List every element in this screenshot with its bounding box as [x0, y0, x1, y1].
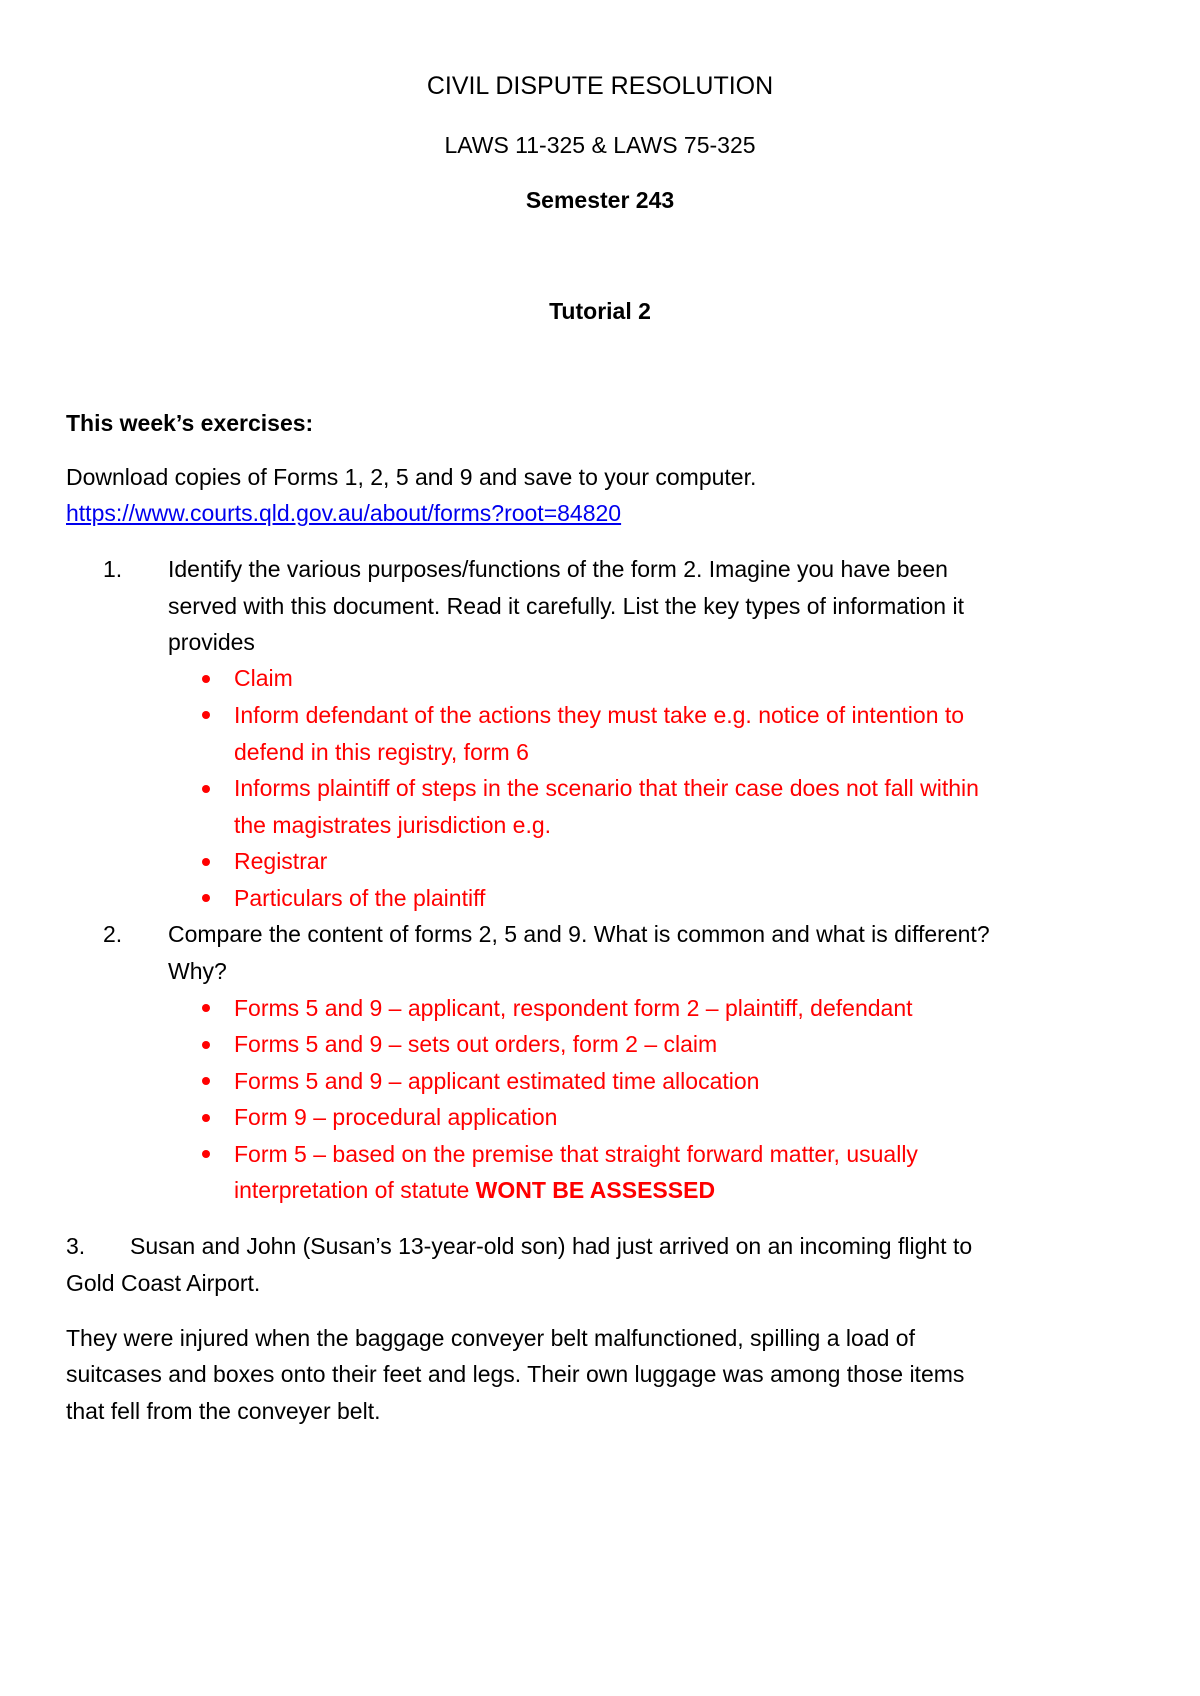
q2-answer: Forms 5 and 9 – sets out orders, form 2 – claim — [234, 1031, 718, 1057]
bullet-icon — [202, 1004, 210, 1012]
q1-line: served with this document. Read it carefully. List the key types of information it — [168, 593, 964, 619]
bullet-icon — [202, 858, 210, 866]
q2-answer-text: interpretation of statute — [234, 1177, 476, 1203]
q3-paragraph-line: that fell from the conveyer belt. — [66, 1398, 381, 1424]
exercises-heading: This week’s exercises: — [66, 410, 314, 436]
not-assessed-note: WONT BE ASSESSED — [475, 1177, 716, 1203]
forms-link[interactable]: https://www.courts.qld.gov.au/about/forms?root=84820 — [66, 500, 622, 526]
bullet-icon — [202, 1114, 210, 1122]
bullet-icon — [202, 675, 210, 683]
q1-answer-continued: defend in this registry, form 6 — [234, 739, 529, 765]
document-title: CIVIL DISPUTE RESOLUTION — [426, 72, 774, 100]
q1-answer: Claim — [234, 665, 293, 691]
bullet-icon — [202, 711, 210, 719]
q1-number: 1. — [103, 556, 123, 582]
q2-answer: Forms 5 and 9 – applicant estimated time allocation — [234, 1068, 760, 1094]
bullet-icon — [202, 1150, 210, 1158]
course-codes: LAWS 11-325 & LAWS 75-325 — [444, 132, 756, 158]
q2-number: 2. — [103, 921, 123, 947]
q2-line: Why? — [168, 958, 227, 984]
q2-answer: Forms 5 and 9 – applicant, respondent form 2 – plaintiff, defendant — [234, 995, 913, 1021]
q2-answer: Form 9 – procedural application — [234, 1104, 558, 1130]
download-instruction: Download copies of Forms 1, 2, 5 and 9 and save to your computer. — [66, 464, 757, 490]
q3-line: Gold Coast Airport. — [66, 1270, 261, 1296]
q1-answer-continued: the magistrates jurisdiction e.g. — [234, 812, 552, 838]
q1-answer: Registrar — [234, 848, 328, 874]
bullet-icon — [202, 1041, 210, 1049]
q1-answer: Informs plaintiff of steps in the scenario that their case does not fall within — [234, 775, 979, 801]
bullet-icon — [202, 785, 210, 793]
q1-line: Identify the various purposes/functions of the form 2. Imagine you have been — [168, 556, 948, 582]
tutorial-heading: Tutorial 2 — [549, 298, 651, 324]
q1-line: provides — [168, 629, 255, 655]
q2-line: Compare the content of forms 2, 5 and 9. What is common and what is different? — [168, 921, 990, 947]
q2-answer: Form 5 – based on the premise that straight forward matter, usually — [234, 1141, 918, 1167]
bullet-icon — [202, 894, 210, 902]
q1-answer: Inform defendant of the actions they must take e.g. notice of intention to — [234, 702, 965, 728]
q3-number: 3. — [66, 1233, 86, 1259]
q3-paragraph-line: suitcases and boxes onto their feet and legs. Their own luggage was among those items — [66, 1361, 965, 1387]
q3-paragraph-line: They were injured when the baggage conveyer belt malfunctioned, spilling a load of — [66, 1325, 915, 1351]
semester: Semester 243 — [525, 187, 675, 213]
q3-line: Susan and John (Susan’s 13-year-old son) had just arrived on an incoming flight to — [130, 1233, 973, 1259]
q2-answer-continued — [234, 1177, 715, 1204]
q1-answer: Particulars of the plaintiff — [234, 885, 486, 911]
bullet-icon — [202, 1077, 210, 1085]
